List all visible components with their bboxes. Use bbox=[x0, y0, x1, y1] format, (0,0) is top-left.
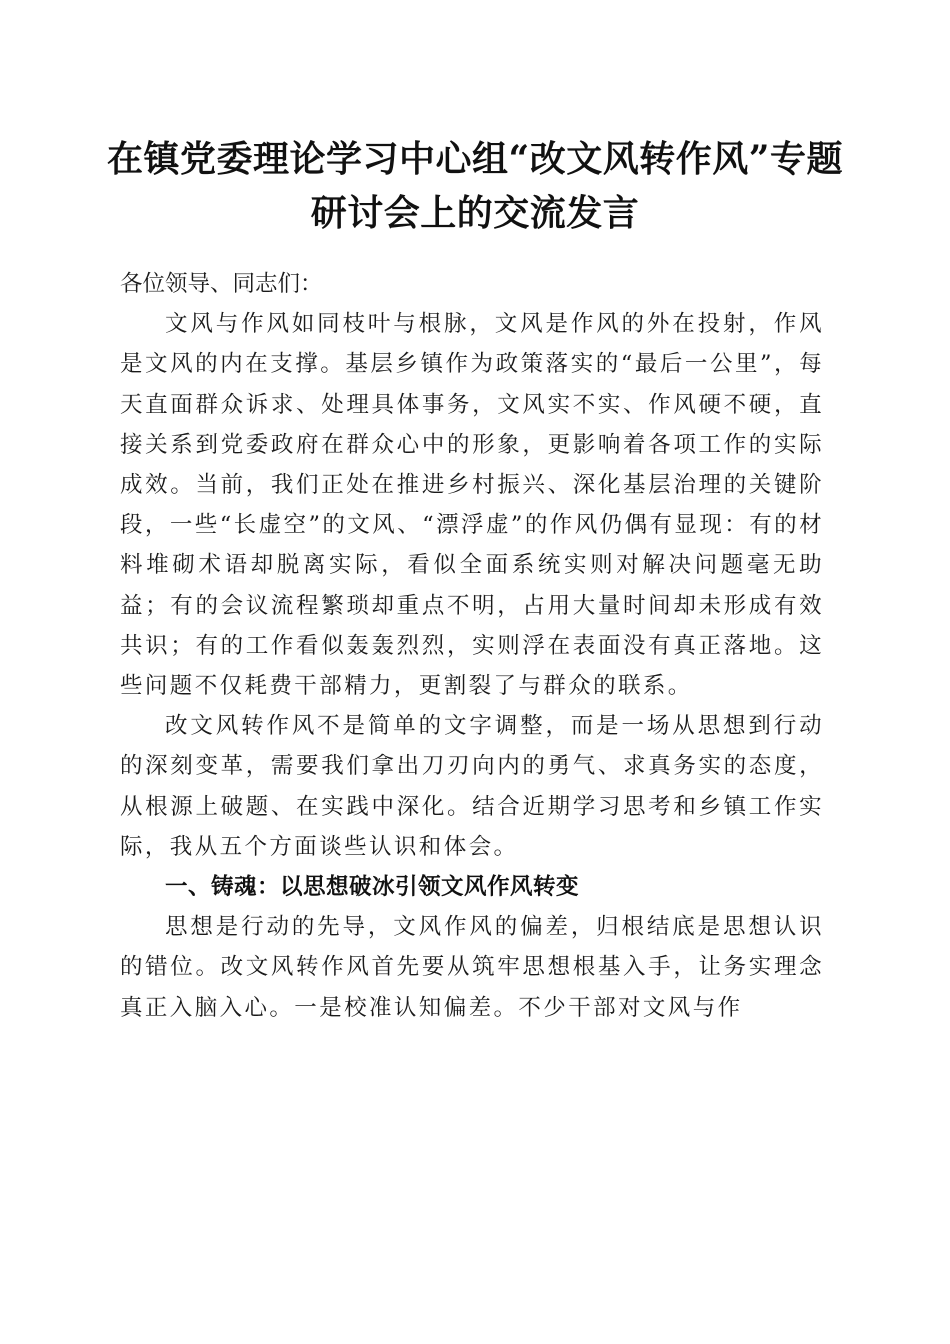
section-paragraph: 思想是行动的先导，文风作风的偏差，归根结底是思想认识的错位。改文风转作风首先要从筑牢思想根基入手，让务实理念真正入脑入心。一是校准认知偏差。不少干部对文风与作 bbox=[120, 914, 824, 1021]
document-body bbox=[120, 264, 824, 1028]
paragraph-intro: 文风与作风如同枝叶与根脉，文风是作风的外在投射，作风是文风的内在支撑。基层乡镇作为政策落实的“最后一公里”，每天直面群众诉求、处理具体事务，文风实不实、作风硬不硬，直接关系到党委政府在群众心中的形象，更影响着各项工作的实际成效。当前，我们正处在推进乡村振兴、深化基层治理的关键阶段，一些“长虚空”的文风、“漂浮虚”的作风仍偶有显现：有的材料堆砌术语却脱离实际，看似全面系统实则对解决问题毫无助益；有的会议流程繁琐却重点不明，占用大量时间却未形成有效共识；有的工作看似轰轰烈烈，实则浮在表面没有真正落地。这些问题不仅耗费干部精力，更割裂了与群众的联系。 bbox=[120, 311, 824, 700]
salutation: 各位领导、同志们： bbox=[120, 271, 323, 297]
document-title: 在镇党委理论学习中心组“改文风转作风”专题研讨会上的交流发言 bbox=[107, 138, 843, 234]
paragraph-overview: 改文风转作风不是简单的文字调整，而是一场从思想到行动的深刻变革，需要我们拿出刀刃向内的勇气、求真务实的态度，从根源上破题、在实践中深化。结合近期学习思考和乡镇工作实际，我从五个方面谈些认识和体会。 bbox=[120, 713, 824, 860]
section-heading: 一、铸魂：以思想破冰引领文风作风转变 bbox=[165, 874, 580, 901]
